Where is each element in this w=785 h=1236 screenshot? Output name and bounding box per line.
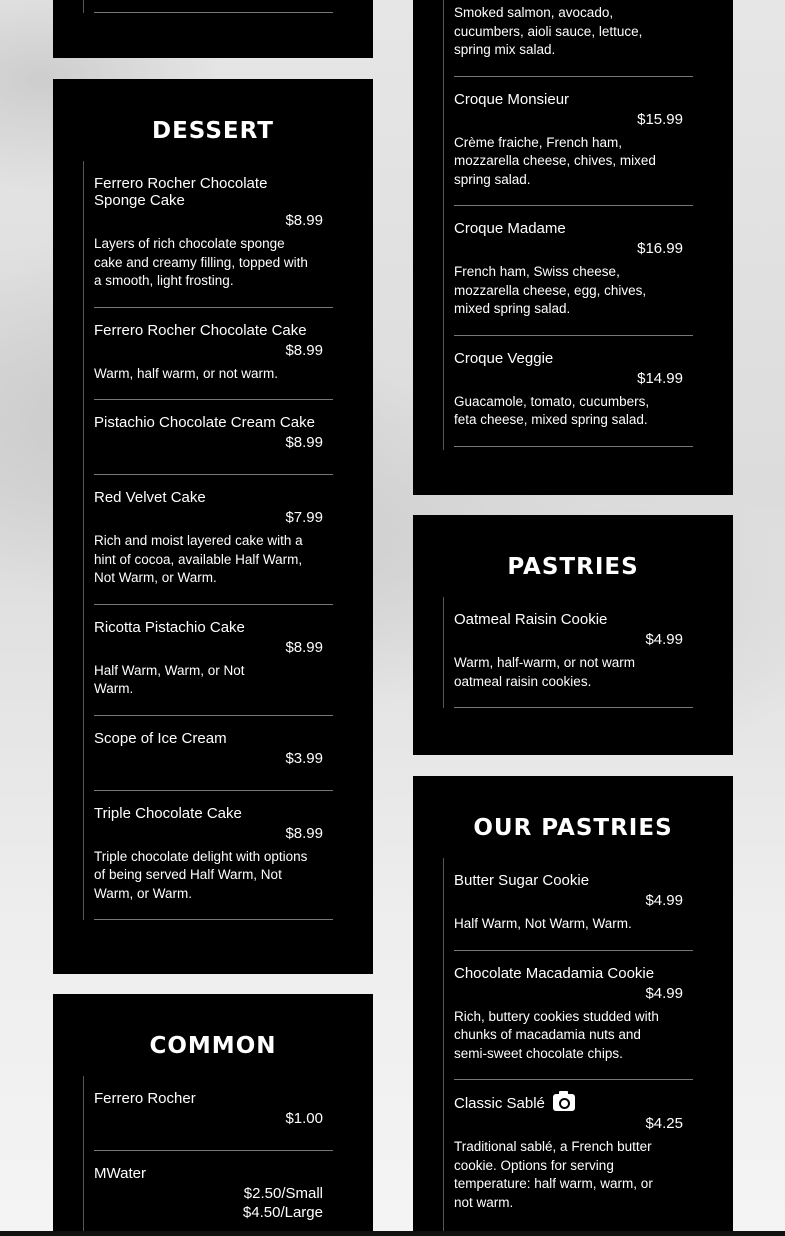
menu-section-panel-top-right	[413, 0, 733, 495]
menu-item[interactable]	[94, 791, 333, 921]
item-name: Ferrero Rocher	[94, 1090, 196, 1107]
item-description: French ham, Swiss cheese, mozzarella cheese, egg, chives, mixed spring salad.	[454, 264, 647, 316]
menu-section-our-pastries	[413, 776, 733, 1236]
item-price-large: $4.50/Large	[242, 1204, 323, 1221]
section-title: COMMON	[149, 1033, 277, 1059]
item-price: $2.50/Small	[243, 1185, 323, 1202]
item-description: Crème fraiche, French ham, mozzarella cheese, chives, mixed spring salad.	[454, 134, 656, 187]
item-description: Rich, buttery cookies studded with chunks of macadamia nuts and semi-sweet chocolate chips.	[454, 1008, 659, 1061]
menu-item[interactable]	[454, 206, 693, 336]
item-price: $8.99	[285, 824, 323, 842]
item-price: $4.25	[645, 1115, 683, 1132]
bottom-edge-bar	[0, 1231, 785, 1236]
item-description: Warm, half-warm, or not warm oatmeal raisin cookies.	[454, 655, 636, 689]
menu-item[interactable]	[454, 336, 693, 447]
menu-items-list	[443, 597, 693, 708]
menu-item[interactable]	[94, 1076, 333, 1151]
menu-item[interactable]	[454, 0, 693, 77]
item-price: $4.99	[645, 984, 683, 1002]
divider	[94, 12, 333, 13]
item-price: $8.99	[285, 212, 323, 229]
item-name: Classic Sablé	[454, 1095, 545, 1112]
menu-item[interactable]	[454, 597, 693, 708]
item-name: Croque Madame	[454, 220, 566, 237]
item-description: Triple chocolate delight with options of being served Half Warm, Not Warm, or Warm.	[94, 848, 308, 901]
item-name: Red Velvet Cake	[94, 489, 206, 506]
menu-item[interactable]	[94, 161, 333, 308]
menu-item[interactable]	[94, 475, 333, 605]
menu-item[interactable]	[454, 77, 693, 207]
section-title: OUR PASTRIES	[473, 815, 673, 841]
section-title: DESSERT	[152, 118, 274, 144]
menu-section-pastries	[413, 515, 733, 755]
item-name-row	[454, 1094, 693, 1112]
menu-items-list	[443, 0, 693, 450]
item-description: Smoked salmon, avocado, cucumbers, aioli sauce, lettuce, spring mix salad.	[454, 5, 643, 57]
item-name: Triple Chocolate Cake	[94, 804, 242, 822]
item-price: $4.99	[645, 631, 683, 648]
camera-icon[interactable]	[553, 1094, 575, 1111]
item-name: Ferrero Rocher Chocolate Sponge Cake	[94, 175, 268, 209]
item-description: Guacamole, tomato, cucumbers, feta cheese, mixed spring salad.	[454, 393, 650, 427]
menu-item[interactable]	[94, 400, 333, 475]
menu-items-list	[83, 1076, 333, 1236]
menu-items-list	[83, 0, 333, 13]
item-description: Half Warm, Warm, or Not Warm.	[94, 662, 245, 696]
item-price: $8.99	[285, 638, 323, 656]
item-name: Ricotta Pistachio Cake	[94, 618, 245, 636]
item-name: Croque Monsieur	[454, 90, 570, 108]
item-name: Pistachio Chocolate Cream Cake	[94, 414, 315, 431]
item-price: $16.99	[637, 240, 683, 257]
item-price: $1.00	[285, 1110, 323, 1127]
menu-item[interactable]	[454, 858, 693, 951]
menu-section-common	[53, 994, 373, 1236]
item-price: $8.99	[285, 434, 323, 451]
menu-item[interactable]	[454, 1080, 693, 1228]
item-name: MWater	[94, 1165, 146, 1182]
item-price: $15.99	[637, 110, 683, 128]
item-price: $3.99	[285, 749, 323, 767]
menu-items-list	[83, 161, 333, 920]
item-price: $4.99	[645, 892, 683, 909]
menu-item[interactable]	[454, 951, 693, 1081]
menu-item[interactable]	[94, 1151, 333, 1236]
menu-item[interactable]	[94, 716, 333, 791]
menu-item[interactable]	[94, 308, 333, 401]
section-title: PASTRIES	[507, 554, 639, 580]
item-price: $14.99	[637, 369, 683, 387]
item-price: $7.99	[285, 509, 323, 526]
item-description: Warm, half warm, or not warm.	[94, 365, 279, 381]
item-price: $8.99	[285, 341, 323, 359]
item-description: Traditional sablé, a French butter cookie. Options for serving temperature: half warm, warm, or not warm.	[454, 1139, 653, 1210]
item-description: Layers of rich chocolate sponge cake and creamy filling, topped with a smooth, light frosting.	[94, 236, 308, 288]
item-name: Croque Veggie	[454, 349, 554, 367]
menu-section-dessert	[53, 79, 373, 974]
item-name: Chocolate Macadamia Cookie	[454, 964, 655, 982]
menu-section-panel-top-left	[53, 0, 373, 58]
item-description: Rich and moist layered cake with a hint of cocoa, available Half Warm, Not Warm, or Warm.	[94, 533, 303, 585]
item-name: Ferrero Rocher Chocolate Cake	[94, 321, 307, 339]
item-description: Half Warm, Not Warm, Warm.	[454, 916, 632, 931]
item-name: Oatmeal Raisin Cookie	[454, 611, 608, 628]
menu-item[interactable]	[94, 605, 333, 716]
item-name: Butter Sugar Cookie	[454, 872, 590, 889]
menu-items-list	[443, 858, 693, 1236]
item-name: Scope of Ice Cream	[94, 729, 227, 747]
